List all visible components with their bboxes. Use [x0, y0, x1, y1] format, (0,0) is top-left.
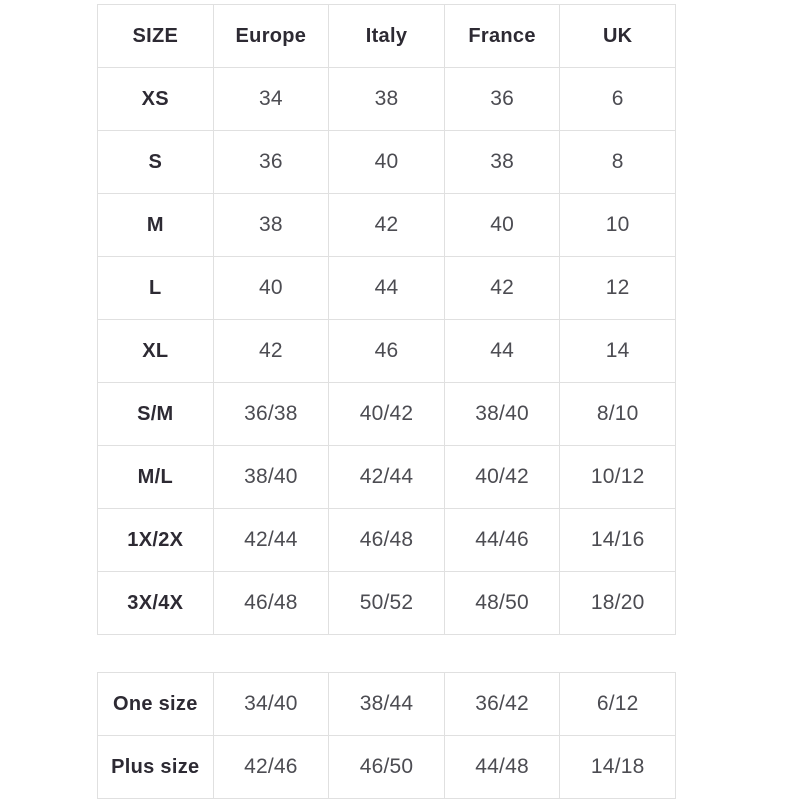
table-row-l [98, 257, 676, 320]
size-cell: M/L [98, 446, 214, 509]
size-cell: XS [98, 68, 214, 131]
value-cell: 14 [560, 320, 676, 383]
value-cell: 46/48 [213, 572, 329, 635]
value-cell: 42 [213, 320, 329, 383]
value-cell: 42/46 [213, 736, 329, 799]
header-cell-uk: UK [560, 5, 676, 68]
value-cell: 14/16 [560, 509, 676, 572]
value-cell: 44 [329, 257, 445, 320]
size-cell: M [98, 194, 214, 257]
value-cell: 36/38 [213, 383, 329, 446]
value-cell: 18/20 [560, 572, 676, 635]
header-cell-italy: Italy [329, 5, 445, 68]
value-cell: 8/10 [560, 383, 676, 446]
value-cell: 42 [329, 194, 445, 257]
value-cell: 40 [444, 194, 560, 257]
value-cell: 44/46 [444, 509, 560, 572]
value-cell: 12 [560, 257, 676, 320]
value-cell: 42 [444, 257, 560, 320]
table-row-s [98, 131, 676, 194]
special-sizes-table [97, 672, 676, 799]
table-row-one-size [98, 673, 676, 736]
value-cell: 40 [329, 131, 445, 194]
size-cell: XL [98, 320, 214, 383]
value-cell: 38/44 [329, 673, 445, 736]
value-cell: 44 [444, 320, 560, 383]
value-cell: 40/42 [444, 446, 560, 509]
value-cell: 6 [560, 68, 676, 131]
size-cell: L [98, 257, 214, 320]
value-cell: 8 [560, 131, 676, 194]
size-cell: S/M [98, 383, 214, 446]
header-cell-size: SIZE [98, 5, 214, 68]
value-cell: 6/12 [560, 673, 676, 736]
value-cell: 14/18 [560, 736, 676, 799]
value-cell: 42/44 [329, 446, 445, 509]
value-cell: 34/40 [213, 673, 329, 736]
table-row-xs [98, 68, 676, 131]
size-cell: Plus size [98, 736, 214, 799]
header-cell-france: France [444, 5, 560, 68]
table-row-m-l [98, 446, 676, 509]
value-cell: 36/42 [444, 673, 560, 736]
size-cell: S [98, 131, 214, 194]
value-cell: 38/40 [444, 383, 560, 446]
value-cell: 38 [444, 131, 560, 194]
table-row-xl [98, 320, 676, 383]
size-cell: One size [98, 673, 214, 736]
size-conversion-table [97, 4, 676, 635]
value-cell: 46 [329, 320, 445, 383]
value-cell: 36 [444, 68, 560, 131]
table-row-3x-4x [98, 572, 676, 635]
size-cell: 3X/4X [98, 572, 214, 635]
value-cell: 10 [560, 194, 676, 257]
value-cell: 50/52 [329, 572, 445, 635]
value-cell: 10/12 [560, 446, 676, 509]
value-cell: 44/48 [444, 736, 560, 799]
value-cell: 38 [329, 68, 445, 131]
table-row-m [98, 194, 676, 257]
value-cell: 40/42 [329, 383, 445, 446]
value-cell: 48/50 [444, 572, 560, 635]
value-cell: 38/40 [213, 446, 329, 509]
table-row-s-m [98, 383, 676, 446]
table-row-plus-size [98, 736, 676, 799]
value-cell: 46/48 [329, 509, 445, 572]
size-conversion-section [97, 4, 676, 799]
value-cell: 36 [213, 131, 329, 194]
table-row-1x-2x [98, 509, 676, 572]
value-cell: 38 [213, 194, 329, 257]
header-row [98, 5, 676, 68]
value-cell: 34 [213, 68, 329, 131]
header-cell-europe: Europe [213, 5, 329, 68]
size-cell: 1X/2X [98, 509, 214, 572]
value-cell: 42/44 [213, 509, 329, 572]
value-cell: 46/50 [329, 736, 445, 799]
value-cell: 40 [213, 257, 329, 320]
